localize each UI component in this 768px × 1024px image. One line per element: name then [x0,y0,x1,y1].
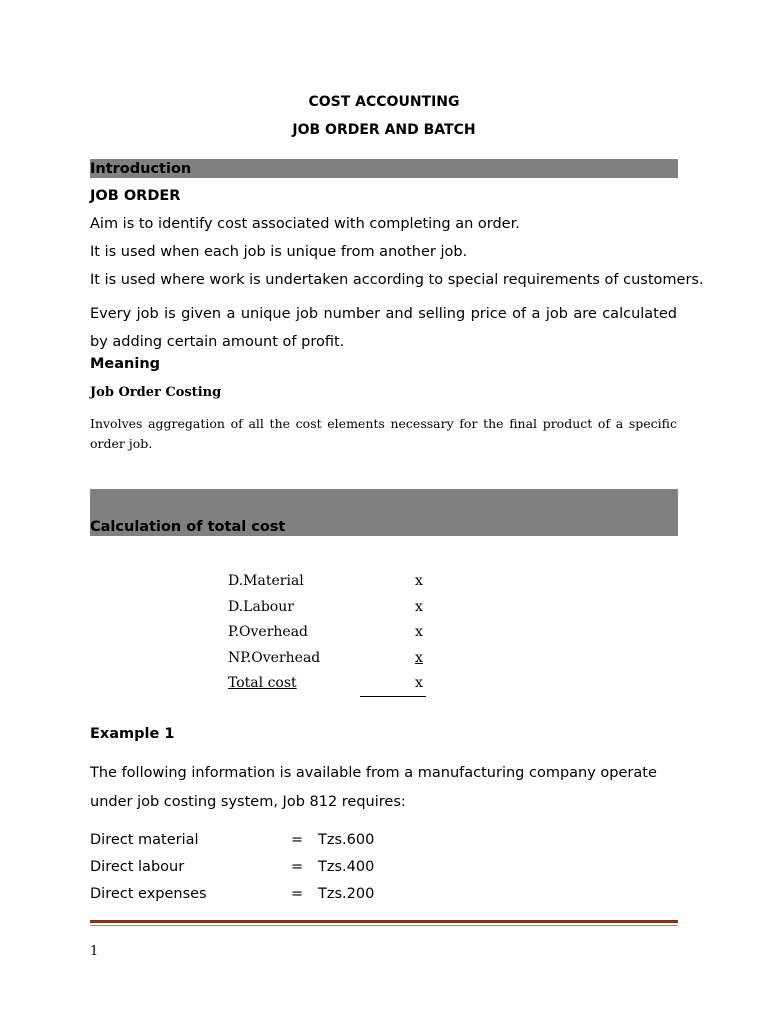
cost-row-value: x [415,573,423,589]
cost-row-label: NP.Overhead [228,650,321,666]
example-intro: The following information is available from a manufacturing company operate under job costing system, Job 812 requires: [90,765,657,810]
footer-divider-thin [90,925,678,926]
intro-paragraph: Every job is given a unique job number and selling price of a job are calculated by adding certain amount of profit. [90,306,677,350]
example-item-value: Tzs.400 [318,859,375,875]
total-cost-rule [360,696,426,697]
total-cost-label: Total cost [228,675,297,691]
meaning-text: Involves aggregation of all the cost elements necessary for the final product of a specific order job. [90,416,677,451]
example-heading: Example 1 [90,726,175,742]
introduction-heading: Introduction [90,161,192,177]
example-item-equals: = [291,886,304,902]
example-item-label: Direct labour [90,859,185,875]
page-number: 1 [90,944,99,959]
introduction-section-bar [90,159,678,178]
cost-row-value: x [415,599,423,615]
job-order-heading: JOB ORDER [90,188,181,204]
calculation-section-bar [90,489,678,536]
cost-row-label: D.Material [228,573,304,589]
job-order-costing-subheading: Job Order Costing [90,385,222,400]
document-subtitle: JOB ORDER AND BATCH [292,122,476,138]
example-item-label: Direct material [90,832,199,848]
example-item-equals: = [291,832,304,848]
example-item-equals: = [291,859,304,875]
intro-line-2: It is used when each job is unique from another job. [90,244,468,260]
intro-line-1: Aim is to identify cost associated with completing an order. [90,216,520,232]
calculation-heading: Calculation of total cost [90,519,286,535]
total-cost-value: x [415,675,423,691]
example-item-value: Tzs.600 [318,832,375,848]
intro-line-3: It is used where work is undertaken according to special requirements of customers. [90,272,704,288]
example-item-value: Tzs.200 [318,886,375,902]
cost-row-value: x [415,624,423,640]
cost-row-label: P.Overhead [228,624,309,640]
cost-row-label: D.Labour [228,599,294,615]
cost-row-value: x [415,650,423,666]
example-item-label: Direct expenses [90,886,207,902]
document-title: COST ACCOUNTING [308,94,460,110]
footer-divider [90,920,678,923]
meaning-heading: Meaning [90,356,161,372]
